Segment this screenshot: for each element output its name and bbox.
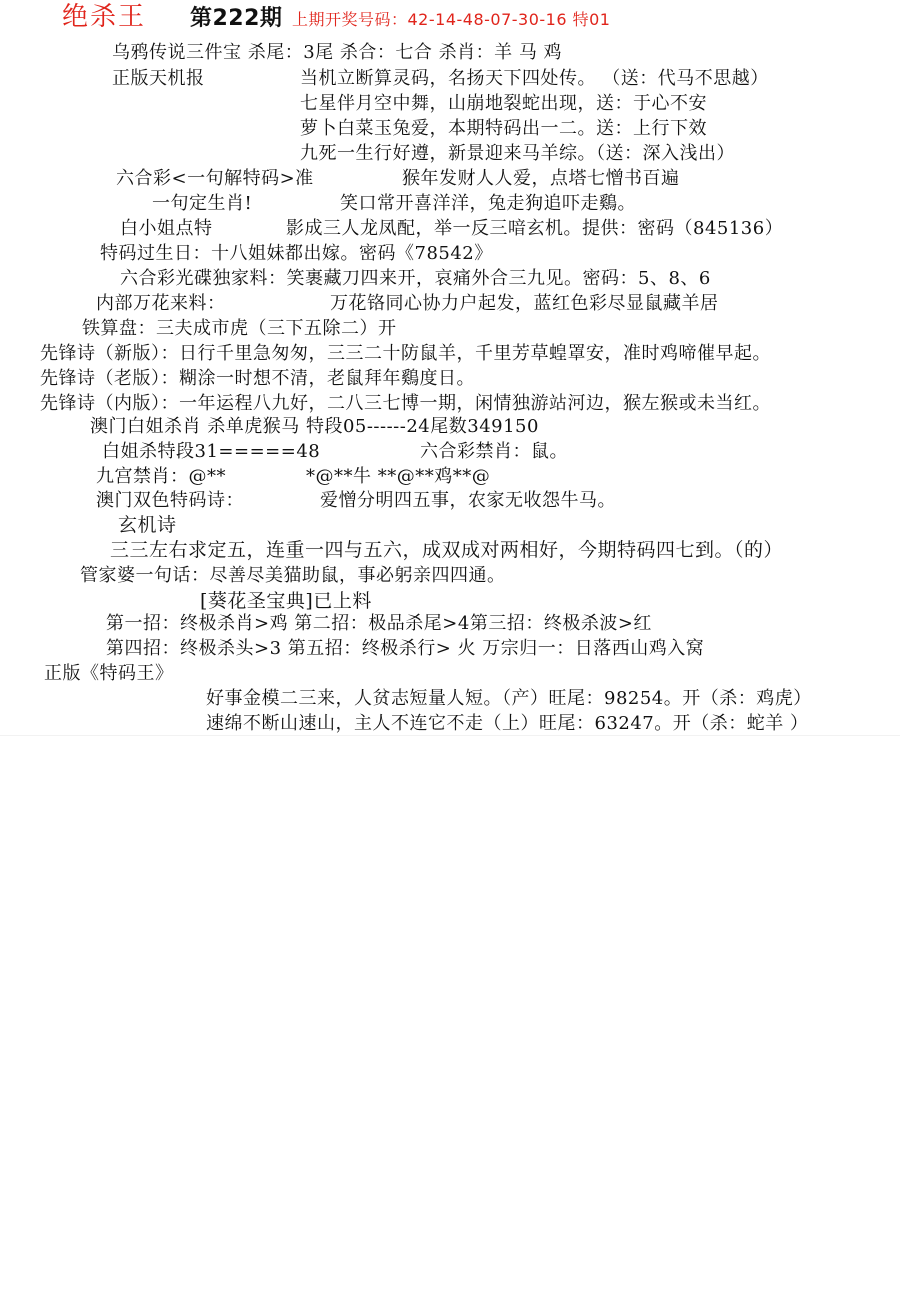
moves-line-2: 第四招：终极杀头>3 第五招：终极杀行> 火 万宗归一：日落西山鸡入窝 <box>106 638 705 659</box>
special-king-verse-1: 好事金模二三来，人贫志短量人短。（产）旺尾：98254。开（杀：鸡虎） <box>206 688 812 709</box>
page-title: 绝杀王 <box>62 2 147 32</box>
tianji-verse-2: 七星伴月空中舞，山崩地裂蛇出现，送：于心不安 <box>300 93 707 114</box>
wanhua-verse: 万花铬同心协力户起发，蓝红色彩尽显鼠藏羊居 <box>330 293 719 314</box>
zodiac-verse: 笑口常开喜洋洋，兔走狗追吓走鷄。 <box>340 193 636 214</box>
nine-palace-values: *@**牛 **@**鸡**@ <box>306 466 491 487</box>
crow-legend-line: 乌鸦传说三件宝 杀尾：3尾 杀合：七合 杀肖：羊 马 鸡 <box>112 42 563 63</box>
tianji-verse-3: 萝卜白菜玉兔爱，本期特码出一二。送：上行下效 <box>300 118 707 139</box>
bai-segment-line: 白姐杀特段31=====48 <box>102 441 321 462</box>
macau-double-label: 澳门双色特码诗： <box>96 490 244 511</box>
disc-line: 六合彩光碟独家料：笑裹藏刀四来开，哀痛外合三九见。密码：5、8、6 <box>120 268 711 289</box>
one-line-label: 六合彩<一句解特码>准 <box>116 168 314 189</box>
mystic-poem-heading: 玄机诗 <box>118 514 177 536</box>
zodiac-label: 一句定生肖! <box>152 193 253 214</box>
one-line-verse: 猴年发财人人爱，点塔七憎书百遍 <box>402 168 680 189</box>
pioneer-new-line: 先锋诗（新版）：日行千里急匆匆，三三二十防鼠羊，千里芳草蝗罩安，准时鸡啼催早起。 <box>40 343 771 364</box>
tianji-label: 正版天机报 <box>112 68 205 89</box>
mystic-poem-verse: 三三左右求定五，连重一四与五六，成双成对两相好，今期特码四七到。（的） <box>110 539 784 561</box>
special-king-heading: 正版《特码王》 <box>44 663 174 684</box>
forbidden-zodiac: 六合彩禁肖：鼠。 <box>420 441 568 462</box>
nine-palace-label: 九宫禁肖：@** <box>96 466 226 487</box>
wanhua-label: 内部万花来料： <box>96 293 226 314</box>
housekeeper-line: 管家婆一句话：尽善尽美猫助鼠，事必躬亲四四通。 <box>80 565 506 586</box>
abacus-line: 铁算盘：三夫成市虎（三下五除二）开 <box>82 318 397 339</box>
pioneer-old-line: 先锋诗（老版）：糊涂一时想不清，老鼠拜年鷄度日。 <box>40 368 475 389</box>
sunflower-heading: [葵花圣宝典]已上料 <box>200 590 372 612</box>
special-king-verse-2: 速绵不断山速山，主人不连它不走（上）旺尾：63247。开（杀：蛇羊 ） <box>206 713 809 734</box>
bai-label: 白小姐点特 <box>120 218 213 239</box>
previous-draw-numbers: 上期开奖号码：42-14-48-07-30-16 特01 <box>292 10 611 29</box>
bai-verse: 影成三人龙凤配，举一反三喑玄机。提供：密码（845136） <box>286 218 784 239</box>
macau-double-verse: 爱憎分明四五事，农家无收怨牛马。 <box>320 490 616 511</box>
moves-line-1: 第一招：终极杀肖>鸡 第二招：极品杀尾>4第三招：终极杀波>红 <box>106 613 652 634</box>
birthday-line: 特码过生日：十八姐妹都出嫁。密码《78542》 <box>100 243 493 264</box>
pioneer-internal-line: 先锋诗（内版）：一年运程八九好，二八三七博一期，闲情独游站河边，猴左猴或未当红。 <box>40 393 771 414</box>
content-end-divider <box>0 735 900 736</box>
issue-number: 第222期 <box>190 6 283 31</box>
tianji-verse-4: 九死一生行好遵，新景迎来马羊综。（送：深入浅出） <box>300 143 735 164</box>
macau-bai-line: 澳门白姐杀肖 杀单虎猴马 特段05------24尾数349150 <box>90 416 539 437</box>
tianji-verse-1: 当机立断算灵码，名扬天下四处传。 （送：代马不思越） <box>300 68 769 89</box>
